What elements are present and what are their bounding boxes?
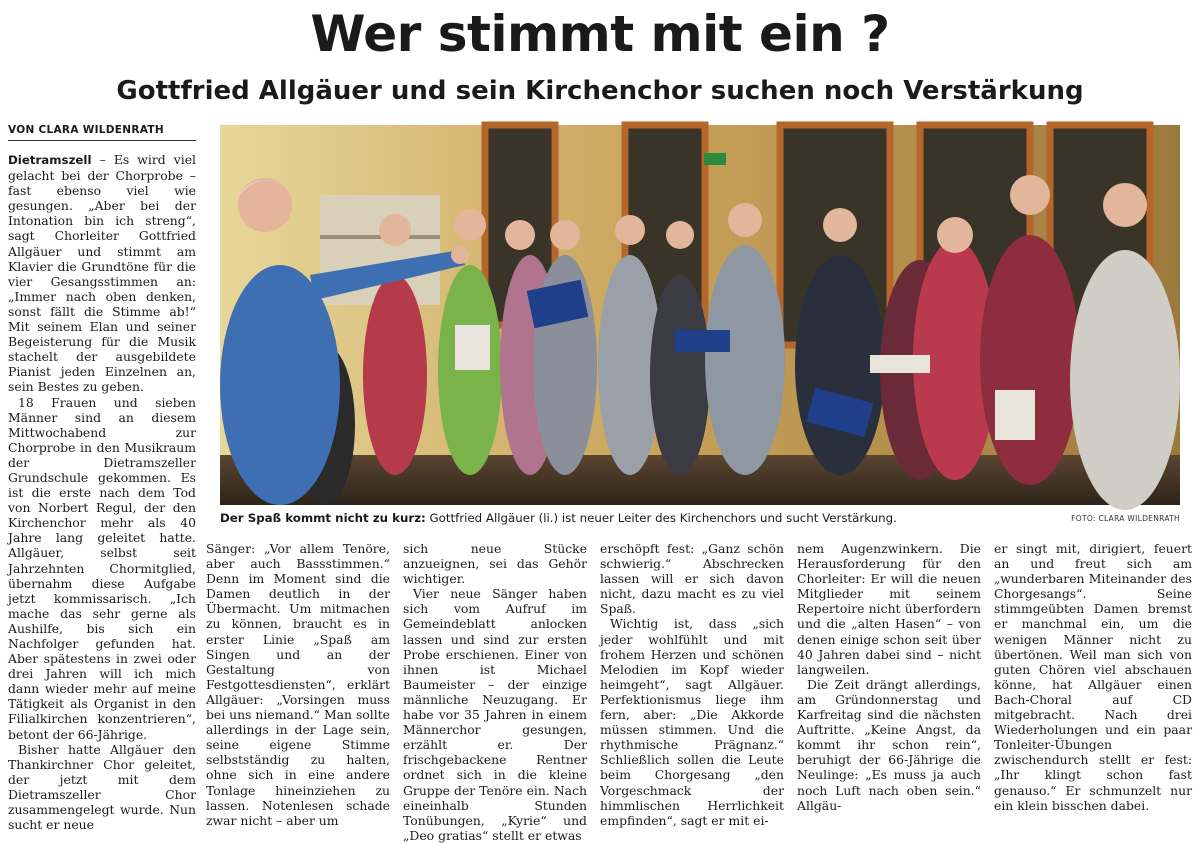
paragraph: 18 Frauen und sieben Männer sind an diesem Mittwochabend zur Chorprobe in den Musikraum der Dietramszeller Grundschule gekommen. Es ist die erste nach dem Tod von Norbert Regul, der den Kirchenchor mehr als 40 Jahre lang geleitet hatte. Allgäuer, selbst seit Jahrzehnten Chormitglied, übernahm diese Aufgabe jetzt kommissarisch. „Ich mache das sehr gerne als Aushilfe, bis sich ein Nachfolger gefunden hat. Aber spätestens in zwei oder drei Jahren will ich mich dann wieder mehr auf meine Tätigkeit als Organist in den Filialkirchen konzentrieren“, betont der 66-Jährige. — [8, 394, 196, 742]
paragraph: er singt mit, dirigiert, feuert an und freut sich am „wunderbaren Miteinander des Chorgesangs“. Seine stimmgeübten Damen bremst er manchmal ein, um die wenigen Männer nicht zu übertönen. Weil man sich von guten Chören viel abschauen könne, hat Allgäuer einen Bach-Choral auf CD mitgebracht. Nach drei Wiederholungen und ein paar Tonleiter-Übungen zwischendurch stellt er fest: „Ihr klingt schon fast genauso.“ Er schmunzelt nur ein klein bisschen dabei. — [994, 541, 1192, 813]
text-column-6 — [994, 541, 1192, 823]
article-headline: Wer stimmt mit ein ? — [310, 5, 890, 63]
dateline: Dietramszell — [8, 153, 92, 167]
text-column-5 — [797, 541, 981, 823]
paragraph: erschöpft fest: „Ganz schön schwierig.“ Abschrecken lassen will er sich davon nicht, dazu macht es zu viel Spaß. — [600, 541, 784, 617]
text-column-4 — [600, 541, 784, 828]
paragraph: Wichtig ist, dass „sich jeder wohlfühlt und mit frohem Herzen und schönen Melodien im Kopf wieder heimgeht“, sagt Allgäuer. Perfektionismus liege ihm fern, aber: „Die Akkorde müssen stimmen. Und die rhythmische Prägnanz.“ Schließlich sollen die Leute beim Chorgesang „den Vorgeschmack der himmlischen Herrlichkeit empfinden“, sagt er mit ei- — [600, 616, 784, 828]
photo-caption — [220, 510, 1060, 526]
caption-lead: Der Spaß kommt nicht zu kurz: — [220, 511, 426, 525]
byline: VON CLARA WILDENRATH — [8, 124, 196, 141]
paragraph: nem Augenzwinkern. Die Herausforderung für den Chorleiter: Er will die neuen Mitglieder mit seinem Repertoire nicht überfordern und die „alten Hasen“ – von denen einige schon seit über 40 Jahren dabei sind – nicht langweilen. — [797, 541, 981, 677]
photo-credit: FOTO: CLARA WILDENRATH — [1071, 514, 1180, 523]
caption-text: Gottfried Allgäuer (li.) ist neuer Leiter des Kirchenchors und sucht Verstärkung. — [429, 511, 897, 525]
choir-photo — [220, 125, 1180, 505]
paragraph: Die Zeit drängt allerdings, am Gründonnerstag und Karfreitag sind die nächsten Auftritte. „Keine Angst, da kommt ihr schon rein“, beruhigt der 66-Jährige die Neulinge: „Es muss ja auch noch Luft nach oben sein.“ Allgäu- — [797, 676, 981, 813]
article-subheadline: Gottfried Allgäuer und sein Kirchenchor suchen noch Verstärkung — [116, 76, 1084, 106]
paragraph — [8, 152, 196, 395]
text-column-2 — [206, 541, 391, 828]
paragraph: Sänger: „Vor allem Tenöre, aber auch Bassstimmen.“ Denn im Moment sind die Damen deutlich in der Übermacht. Um mitmachen zu können, braucht es in erster Linie „Spaß am Singen und an der Gestaltung von Festgottesdiensten“, erklärt Allgäuer: „Vorsingen muss bei uns niemand.“ Man sollte allerdings in der Lage sein, seine eigene Stimme selbstständig zu halten, ohne sich in eine andere Tonlage hineinziehen zu lassen. Notenlesen schade zwar nicht – aber um — [206, 541, 391, 828]
paragraph: Bisher hatte Allgäuer den Thankirchner Chor geleitet, der jetzt mit dem Dietramszeller Chor zusammengelegt wurde. Nun sucht er neue — [8, 741, 196, 833]
paragraph: sich neue Stücke anzueignen, sei das Gehör wichtiger. — [403, 541, 587, 587]
text-column-3 — [403, 541, 587, 843]
text-column-1 — [8, 152, 196, 833]
paragraph: Vier neue Sänger haben sich vom Aufruf im Gemeindeblatt anlocken lassen und sind zur ersten Probe erschienen. Einer von ihnen ist Michael Baumeister – der einzige männliche Neuzugang. Er habe vor 35 Jahren in einem Männerchor gesungen, erzählt er. Der frischgebackene Rentner ordnet sich in die kleine Gruppe der Tenöre ein. Nach eineinhalb Stunden Tonübungen, „Kyrie“ und „Deo gratias“ stellt er etwas — [403, 586, 587, 843]
paragraph-text: – Es wird viel gelacht bei der Chorprobe – fast ebenso viel wie gesungen. „Aber bei der Intonation bin ich streng“, sagt Chorleiter Gottfried Allgäuer und stimmt am Klavier die Grundtöne für die vier Gesangsstimmen an: „Immer nach oben denken, sonst fällt die Stimme ab!“ Mit seinem Elan und seiner Begeisterung für die Musik stachelt der ausgebildete Pianist jeden Einzelnen an, sein Bestes zu geben. — [8, 152, 196, 395]
